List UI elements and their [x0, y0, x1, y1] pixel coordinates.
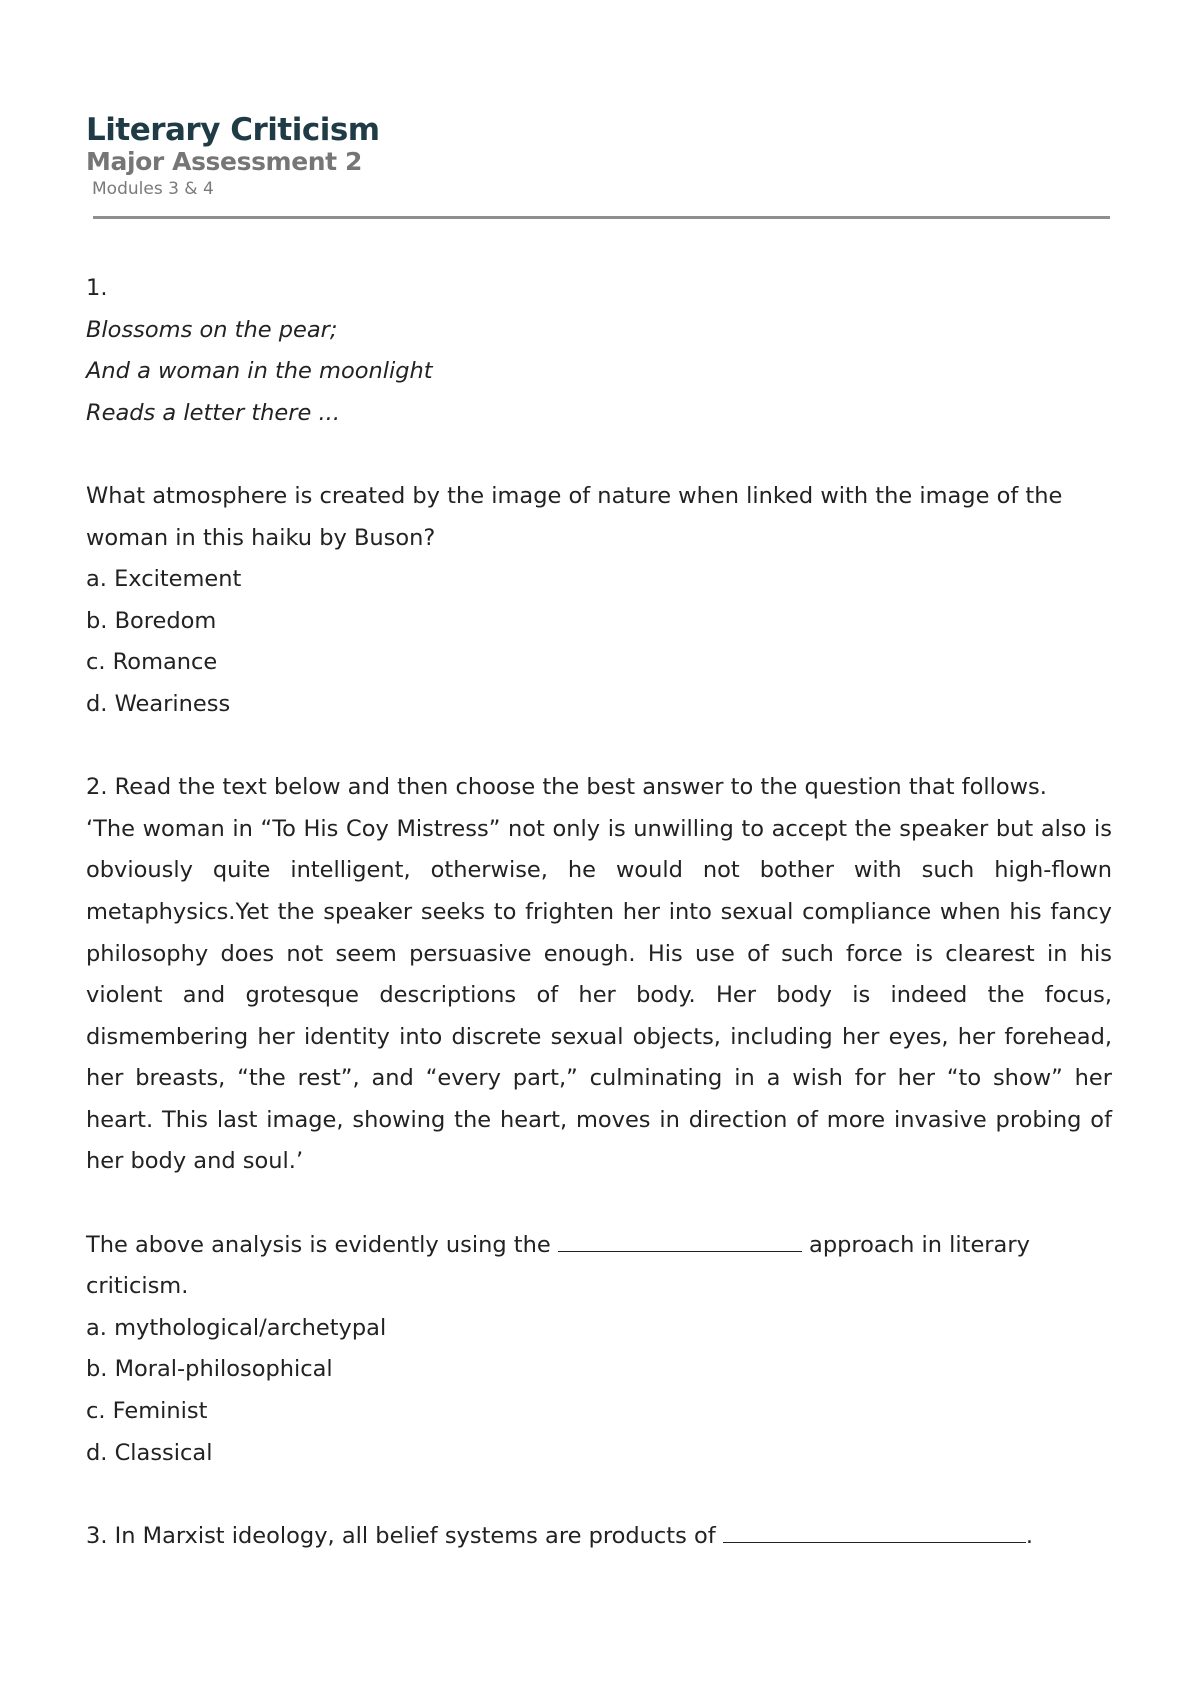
question-2	[86, 767, 1112, 1474]
quoted-passage: ‘The woman in “To His Coy Mistress” not only is unwilling to accept the speaker but also is obviously quite intelligent, otherwise, he would not bother with such high-flown metaphysics.Yet the speaker seeks to frighten her into sexual compliance when his fancy philosophy does not seem persuasive enough. His use of such force is clearest in his violent and grotesque descriptions of her body. Her body is indeed the focus, dismembering her identity into discrete sexual objects, including her eyes, her forehead, her breasts, “the rest”, and “every part,” culminating in a wish for her “to show” her heart. This last image, showing the heart, moves in direction of more invasive probing of her body and soul.’	[86, 815, 1112, 1175]
question-prompt	[86, 1225, 1112, 1308]
answer-option: b. Boredom	[86, 607, 217, 634]
prompt-text-after: approach in literary criticism.	[86, 1231, 1030, 1300]
header-divider	[93, 216, 1110, 219]
document-subtitle: Major Assessment 2	[86, 147, 363, 176]
question-prompt	[86, 1516, 1112, 1558]
question-number: 1.	[86, 275, 108, 301]
prompt-text-before: 3. In Marxist ideology, all belief systems are products of	[86, 1522, 716, 1549]
modules-label: Modules 3 & 4	[92, 179, 214, 199]
question-1	[86, 268, 1112, 726]
answer-option: c. Romance	[86, 649, 218, 676]
poem-line: Reads a letter there ...	[86, 399, 340, 426]
answer-option: b. Moral-philosophical	[86, 1356, 333, 1383]
question-3	[86, 1516, 1112, 1558]
question-prompt: What atmosphere is created by the image of nature when linked with the image of the woman in this haiku by Buson?	[86, 482, 1063, 551]
answer-option: a. mythological/archetypal	[86, 1314, 387, 1341]
document-title: Literary Criticism	[86, 112, 380, 148]
poem-line: Blossoms on the pear;	[86, 316, 338, 343]
answer-option: a. Excitement	[86, 566, 242, 593]
question-intro: 2. Read the text below and then choose the best answer to the question that follows.	[86, 774, 1047, 801]
document-body	[86, 268, 1112, 1557]
answer-blank	[723, 1520, 1026, 1543]
answer-option: d. Classical	[86, 1439, 213, 1466]
prompt-text-after: .	[1025, 1522, 1033, 1549]
answer-option: c. Feminist	[86, 1398, 208, 1425]
prompt-text-before: The above analysis is evidently using the	[86, 1231, 551, 1258]
answer-option: d. Weariness	[86, 690, 231, 717]
poem-line: And a woman in the moonlight	[86, 358, 433, 385]
document-header	[86, 112, 1110, 202]
answer-blank	[558, 1229, 802, 1252]
